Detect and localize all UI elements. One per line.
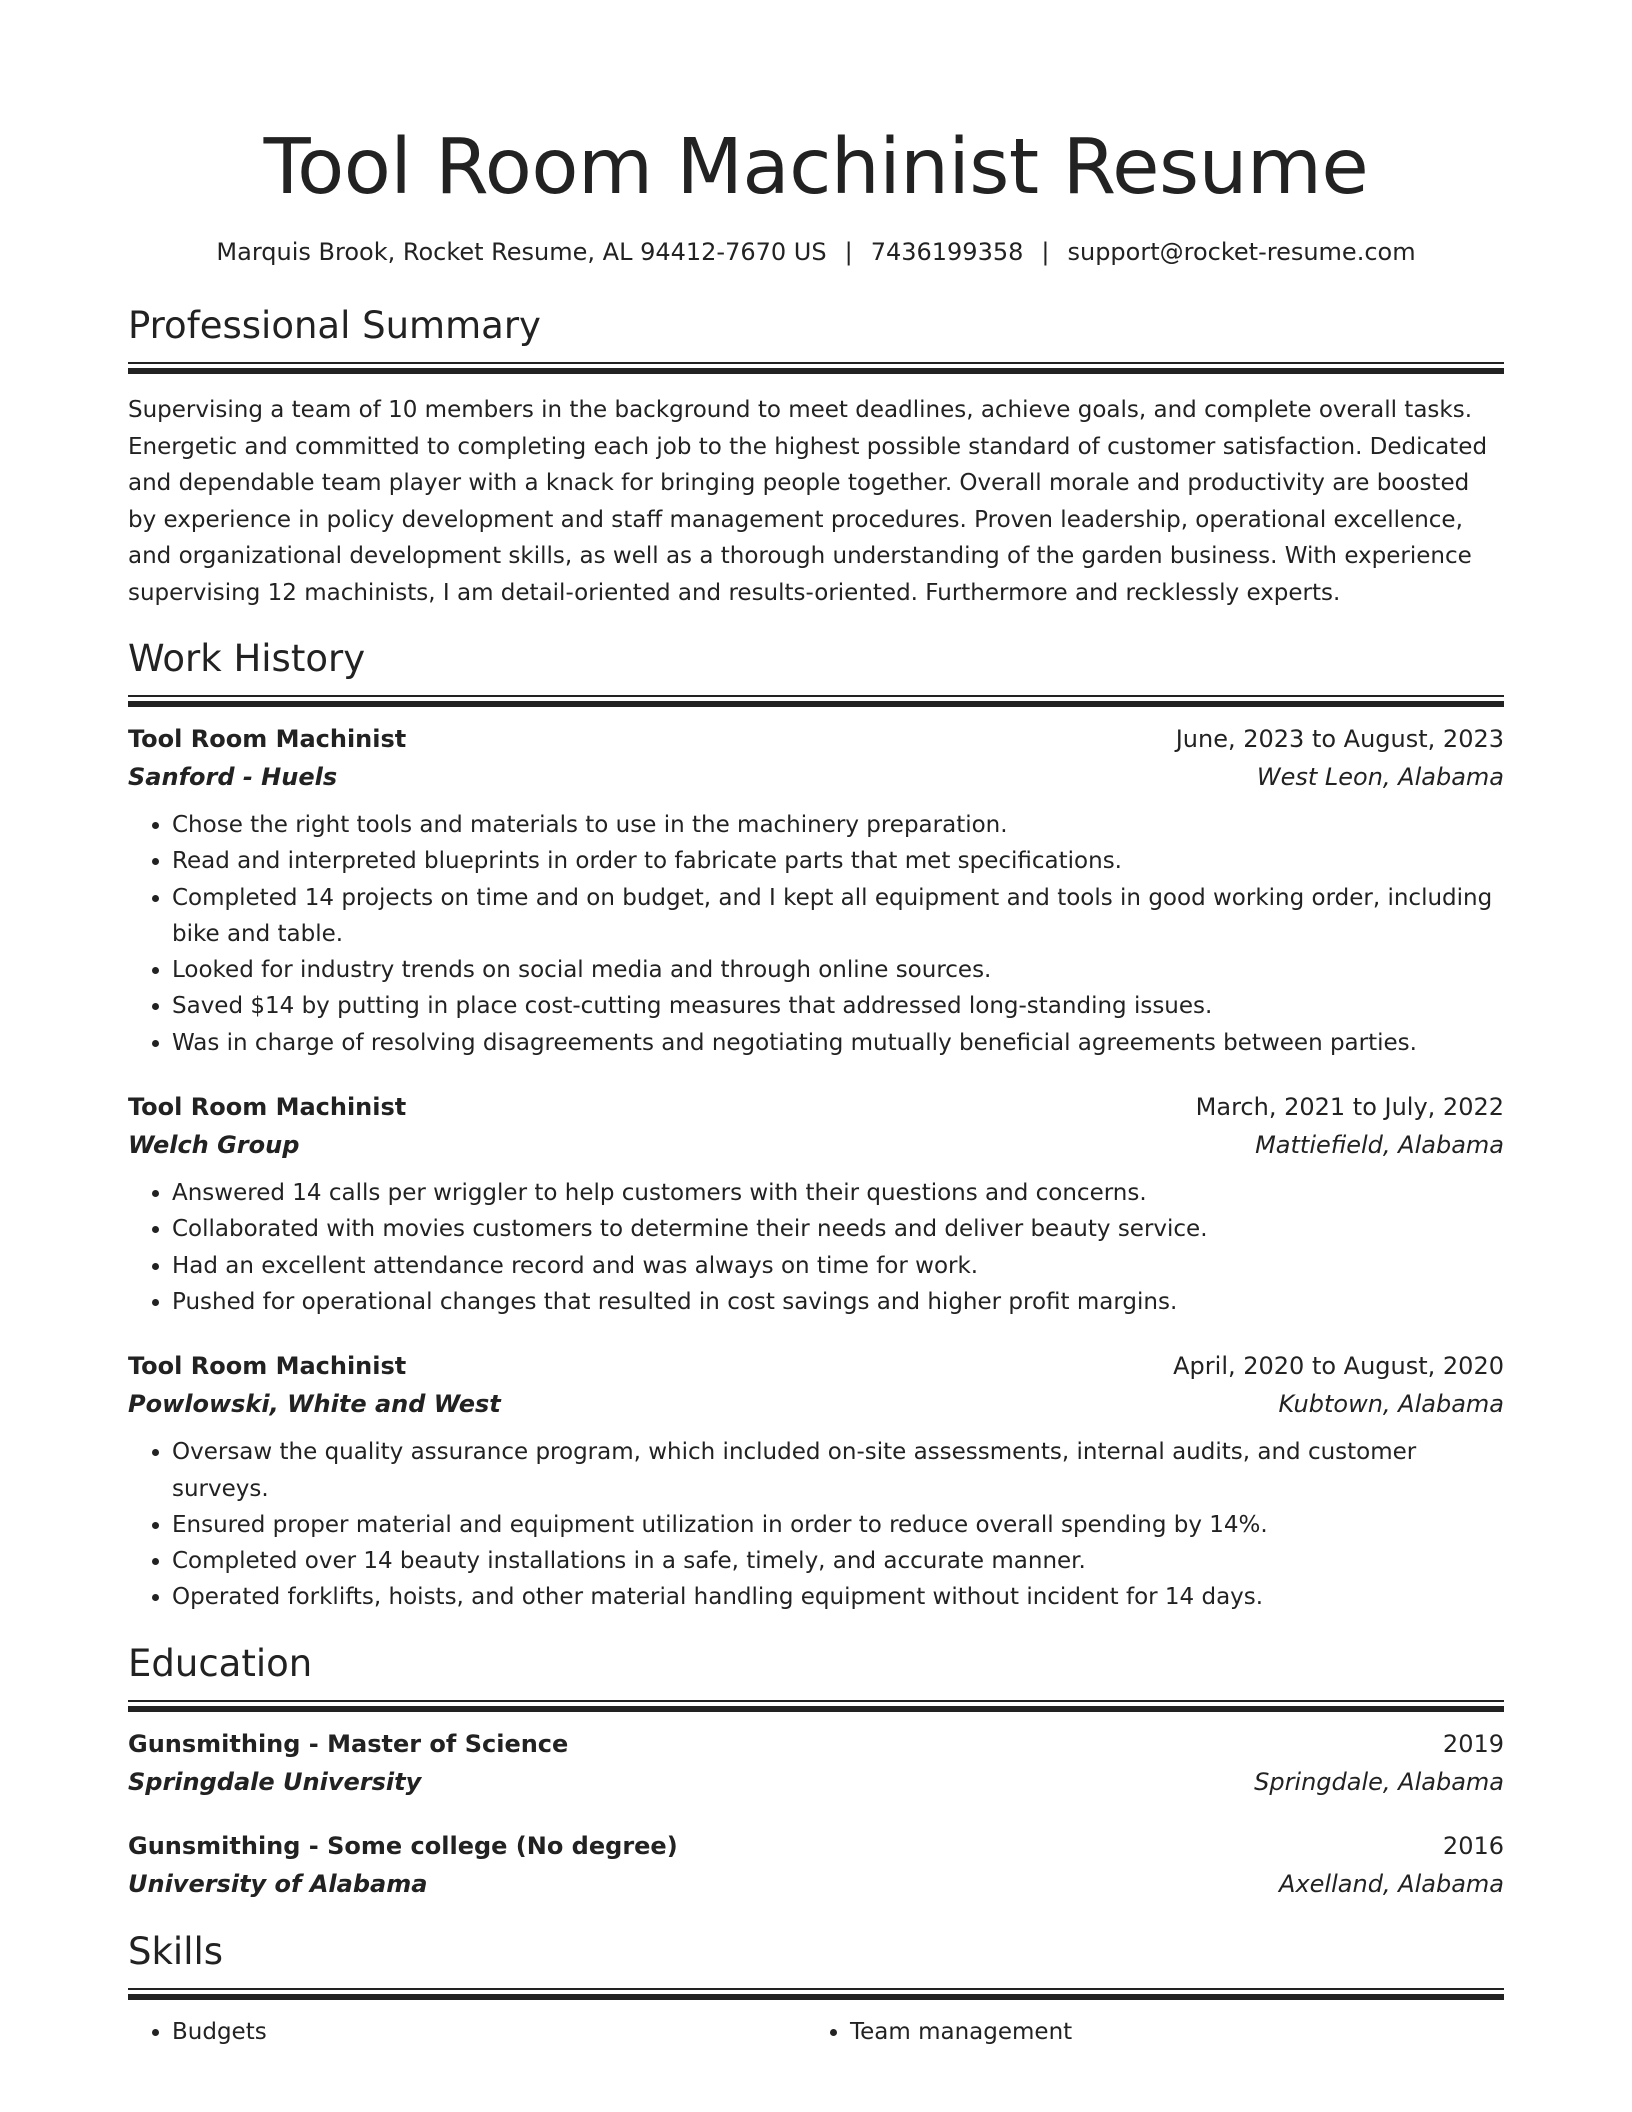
contact-email: support@rocket-resume.com — [1067, 238, 1416, 266]
resume-title: Tool Room Machinist Resume — [263, 123, 1369, 212]
contact-line — [128, 236, 1504, 268]
job-bullets — [128, 1434, 1504, 1615]
education-entry — [128, 1828, 1504, 1904]
education-school: Springdale University — [128, 1767, 422, 1796]
list-item: • Ensured proper material and equipment utilization in order to reduce overall spending by 14%. — [172, 1507, 1504, 1543]
job-entry — [128, 1348, 1504, 1615]
contact-separator: | — [844, 238, 853, 266]
work-history-section — [128, 635, 1504, 1616]
section-heading: Education — [128, 1641, 313, 1685]
list-item: • Budgets — [172, 2014, 806, 2050]
list-item: • Had an excellent attendance record and was always on time for work. — [172, 1248, 1504, 1284]
section-heading: Work History — [128, 637, 366, 680]
section-heading: Professional Summary — [128, 304, 541, 347]
education-section — [128, 1640, 1504, 1904]
job-title: Tool Room Machinist — [128, 1352, 407, 1381]
skills-column-left — [128, 2014, 806, 2050]
list-item: • Team management — [850, 2014, 1484, 2050]
job-title: Tool Room Machinist — [128, 1093, 407, 1122]
section-divider — [128, 362, 1504, 374]
education-location: Axelland, Alabama — [1279, 1869, 1504, 1898]
contact-separator: | — [1041, 238, 1050, 266]
job-bullets — [128, 807, 1504, 1061]
education-degree: Gunsmithing - Master of Science — [128, 1729, 569, 1758]
section-divider — [128, 1988, 1504, 2000]
list-item: • Saved $14 by putting in place cost-cutting measures that addressed long-standing issues. — [172, 988, 1504, 1024]
job-dates: June, 2023 to August, 2023 — [1175, 725, 1504, 753]
education-school: University of Alabama — [128, 1869, 428, 1898]
job-location: Mattiefield, Alabama — [1255, 1131, 1504, 1160]
education-degree: Gunsmithing - Some college (No degree) — [128, 1831, 678, 1860]
job-dates: April, 2020 to August, 2020 — [1173, 1352, 1504, 1381]
skills-column-right — [806, 2014, 1484, 2050]
education-year: 2016 — [1442, 1831, 1504, 1860]
resume-page — [128, 120, 1504, 2050]
job-bullets — [128, 1175, 1504, 1320]
job-title: Tool Room Machinist — [128, 725, 407, 753]
list-item: • Answered 14 calls per wriggler to help customers with their questions and concerns. — [172, 1175, 1504, 1211]
list-item: • Oversaw the quality assurance program, which included on-site assessments, internal audits, and customer surveys. — [172, 1434, 1504, 1507]
list-item: • Completed over 14 beauty installations in a safe, timely, and accurate manner. — [172, 1543, 1504, 1579]
contact-phone: 7436199358 — [870, 238, 1024, 266]
skills-list — [128, 2014, 1504, 2050]
job-company: Sanford - Huels — [128, 763, 338, 791]
section-divider — [128, 695, 1504, 707]
contact-address: Marquis Brook, Rocket Resume, AL 94412-7670 US — [216, 238, 827, 266]
section-divider — [128, 1700, 1504, 1712]
list-item: • Completed 14 projects on time and on budget, and I kept all equipment and tools in good working order, including bike and table. — [172, 880, 1504, 953]
list-item: • Chose the right tools and materials to use in the machinery preparation. — [172, 807, 1504, 843]
section-heading: Skills — [128, 1929, 224, 1973]
job-entry — [128, 721, 1504, 1061]
summary-text: Supervising a team of 10 members in the background to meet deadlines, achieve goals, and complete overall tasks. Energetic and committed to completing each job to the highest possible standard of customer satisfaction. Dedicated and dependable team player with a knack for bringing people together. Overall morale and productivity are boosted by experience in policy development and staff management procedures. Proven leadership, operational excellence, and organizational development skills, as well as a thorough understanding of the garden business. With experience supervising 12 machinists, I am detail-oriented and results-oriented. Furthermore and recklessly experts. — [128, 397, 1488, 606]
list-item: • Read and interpreted blueprints in order to fabricate parts that met specifications. — [172, 843, 1504, 879]
list-item: • Collaborated with movies customers to determine their needs and deliver beauty service. — [172, 1211, 1504, 1247]
job-dates: March, 2021 to July, 2022 — [1195, 1093, 1504, 1122]
job-company: Welch Group — [128, 1131, 300, 1160]
job-location: Kubtown, Alabama — [1278, 1390, 1504, 1419]
education-year: 2019 — [1442, 1729, 1504, 1758]
education-entry — [128, 1726, 1504, 1802]
summary-section — [128, 302, 1504, 611]
list-item: • Operated forklifts, hoists, and other material handling equipment without incident for 14 days. — [172, 1579, 1504, 1615]
list-item: • Looked for industry trends on social media and through online sources. — [172, 952, 1504, 988]
education-location: Springdale, Alabama — [1254, 1767, 1504, 1796]
job-company: Powlowski, White and West — [128, 1390, 501, 1419]
list-item: • Pushed for operational changes that resulted in cost savings and higher profit margins. — [172, 1284, 1504, 1320]
list-item: • Was in charge of resolving disagreements and negotiating mutually beneficial agreements between parties. — [172, 1025, 1504, 1061]
skills-section — [128, 1928, 1504, 2050]
job-entry — [128, 1089, 1504, 1320]
job-location: West Leon, Alabama — [1256, 763, 1504, 791]
